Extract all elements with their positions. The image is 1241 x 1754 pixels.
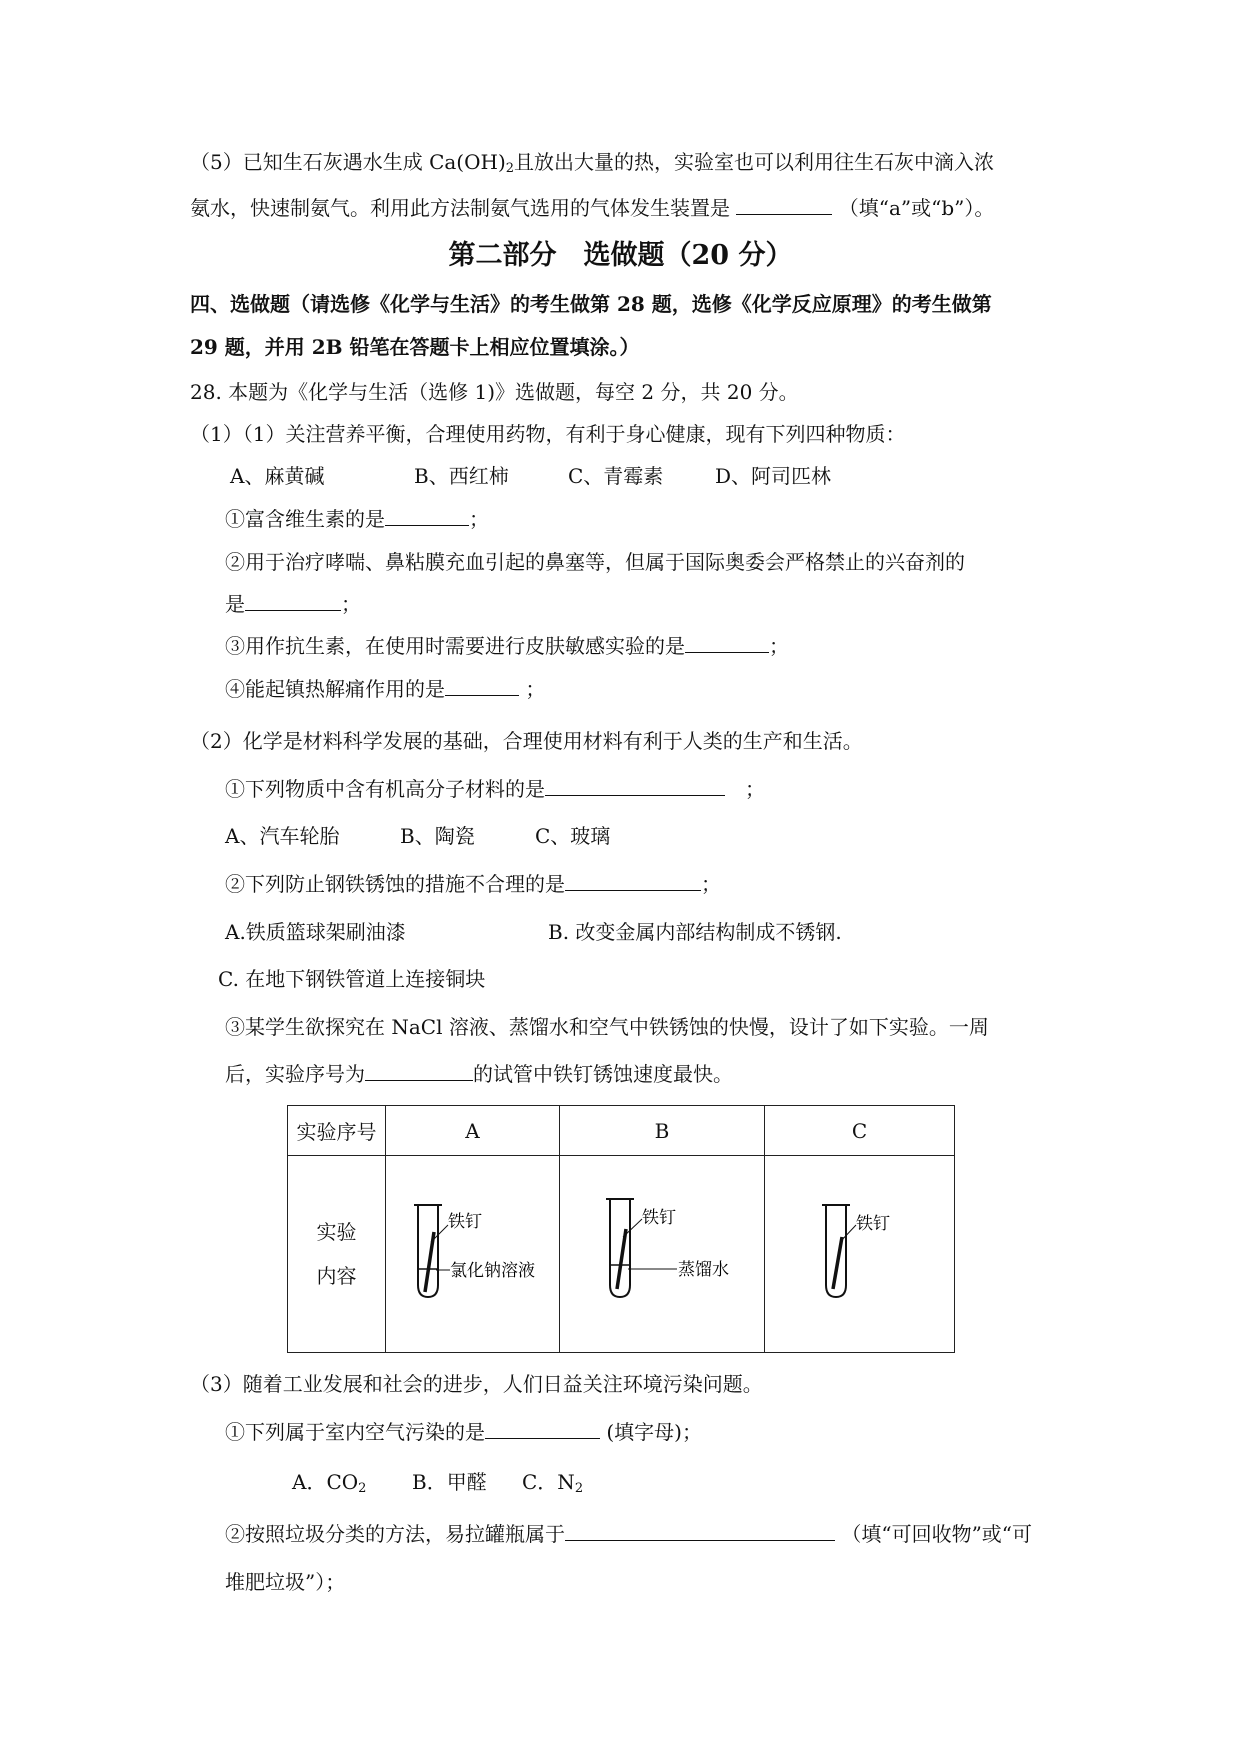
q28-p2-s2-option-c: C. 在地下钢铁管道上连接铜块 <box>218 967 486 991</box>
answer-blank[interactable] <box>565 870 701 891</box>
q28-p1-option-d: D、阿司匹林 <box>715 464 832 488</box>
answer-blank[interactable] <box>685 632 769 653</box>
experiment-b-cell <box>560 1156 765 1353</box>
q28-p3-s2b: 堆肥垃圾”）； <box>225 1570 346 1594</box>
q28-p3-s2: ②按照垃圾分类的方法，易拉罐瓶属于 （填“可回收物”或“可 <box>225 1522 1033 1546</box>
q5-line2: 氨水，快速制氨气。利用此方法制氨气选用的气体发生装置是 （填“a”或“b”）。 <box>190 196 995 220</box>
q28-p1-stem: （1）（1）关注营养平衡，合理使用药物，有利于身心健康，现有下列四种物质： <box>190 422 906 446</box>
q28-p2-s3: ③某学生欲探究在 NaCl 溶液、蒸馏水和空气中铁锈蚀的快慢，设计了如下实验。一周 <box>225 1015 989 1039</box>
answer-blank[interactable] <box>385 505 469 526</box>
experiment-table <box>287 1105 955 1353</box>
q28-p3-s1: ①下列属于室内空气污染的是 (填字母)； <box>225 1420 702 1444</box>
table-header-c: C <box>765 1106 955 1156</box>
test-tube-a-figure <box>388 1197 558 1307</box>
q28-p1-s4: ④能起镇热解痛作用的是 ； <box>225 677 546 701</box>
table-header-label: 实验序号 <box>288 1106 386 1156</box>
test-tube-b-figure <box>562 1197 762 1307</box>
q28-p1-s2: ②用于治疗哮喘、鼻粘膜充血引起的鼻塞等，但属于国际奥委会严格禁止的兴奋剂的 <box>225 550 965 574</box>
q28-p2-stem: （2）化学是材料科学发展的基础，合理使用材料有利于人类的生产和生活。 <box>190 729 863 753</box>
q28-p2-s2: ②下列防止钢铁锈蚀的措施不合理的是 ； <box>225 872 721 896</box>
section4-line1: 四、选做题（请选修《化学与生活》的考生做第 28 题，选修《化学反应原理》的考生做第 <box>190 292 992 316</box>
answer-blank[interactable] <box>736 194 832 215</box>
table-header-b: B <box>560 1106 765 1156</box>
q28-p2-s2-option-a: A.铁质篮球架刷油漆 <box>225 920 406 944</box>
q5-line1: （5）已知生石灰遇水生成 $Ca(OH)_2$且放出大量的热，实验室也可以利用往生石灰中滴入浓 <box>190 150 995 176</box>
q28-p2-s1-option-c: C、玻璃 <box>535 824 611 848</box>
q28-p3-option-c: C．$N_2$ <box>522 1470 584 1496</box>
answer-blank[interactable] <box>565 1520 835 1541</box>
q28-p1-s1: ①富含维生素的是 ； <box>225 507 489 531</box>
q28-p2-s1-option-a: A、汽车轮胎 <box>225 824 340 848</box>
experiment-c-cell <box>765 1156 955 1353</box>
experiment-a-cell <box>386 1156 560 1353</box>
q28-p1-s2b: 是 ； <box>225 592 361 616</box>
nail-label-c: 铁钉 <box>855 1213 890 1234</box>
q28-intro: 28. 本题为《化学与生活（选修 1)》选做题，每空 2 分，共 20 分。 <box>190 380 799 404</box>
q28-p1-option-a: A、麻黄碱 <box>230 464 325 488</box>
nail-label-b: 铁钉 <box>642 1207 676 1228</box>
test-tube-c-figure <box>780 1197 940 1307</box>
section4-line2: 29 题，并用 2B 铅笔在答题卡上相应位置填涂。） <box>190 335 640 359</box>
liquid-label-a: 氯化钠溶液 <box>449 1260 535 1281</box>
q28-p2-s1-option-b: B、陶瓷 <box>400 824 475 848</box>
part2-title: 第二部分 选做题（20 分） <box>448 240 793 271</box>
q28-p1-option-c: C、青霉素 <box>568 464 664 488</box>
q28-p2-s1: ①下列物质中含有机高分子材料的是 ； <box>225 777 765 801</box>
q28-p3-stem: （3）随着工业发展和社会的进步，人们日益关注环境污染问题。 <box>190 1372 763 1396</box>
q28-p1-option-b: B、西红柿 <box>414 464 509 488</box>
answer-blank[interactable] <box>445 675 519 696</box>
liquid-label-b: 蒸馏水 <box>678 1259 729 1280</box>
q28-p1-s3: ③用作抗生素，在使用时需要进行皮肤敏感实验的是 ； <box>225 634 789 658</box>
answer-blank[interactable] <box>545 775 725 796</box>
q28-p3-option-a: A．$CO_2$ <box>292 1470 367 1496</box>
table-header-a: A <box>386 1106 560 1156</box>
answer-blank[interactable] <box>365 1060 473 1081</box>
q28-p2-s3b: 后，实验序号为 的试管中铁钉锈蚀速度最快。 <box>225 1062 733 1086</box>
q28-p3-option-b: B．甲醛 <box>412 1470 487 1494</box>
answer-blank[interactable] <box>245 590 341 611</box>
nail-label-a: 铁钉 <box>447 1211 482 1232</box>
table-row-label: 实验 内容 <box>288 1156 386 1353</box>
q28-p2-s2-option-b: B. 改变金属内部结构制成不锈钢. <box>548 920 842 944</box>
answer-blank[interactable] <box>485 1418 600 1439</box>
